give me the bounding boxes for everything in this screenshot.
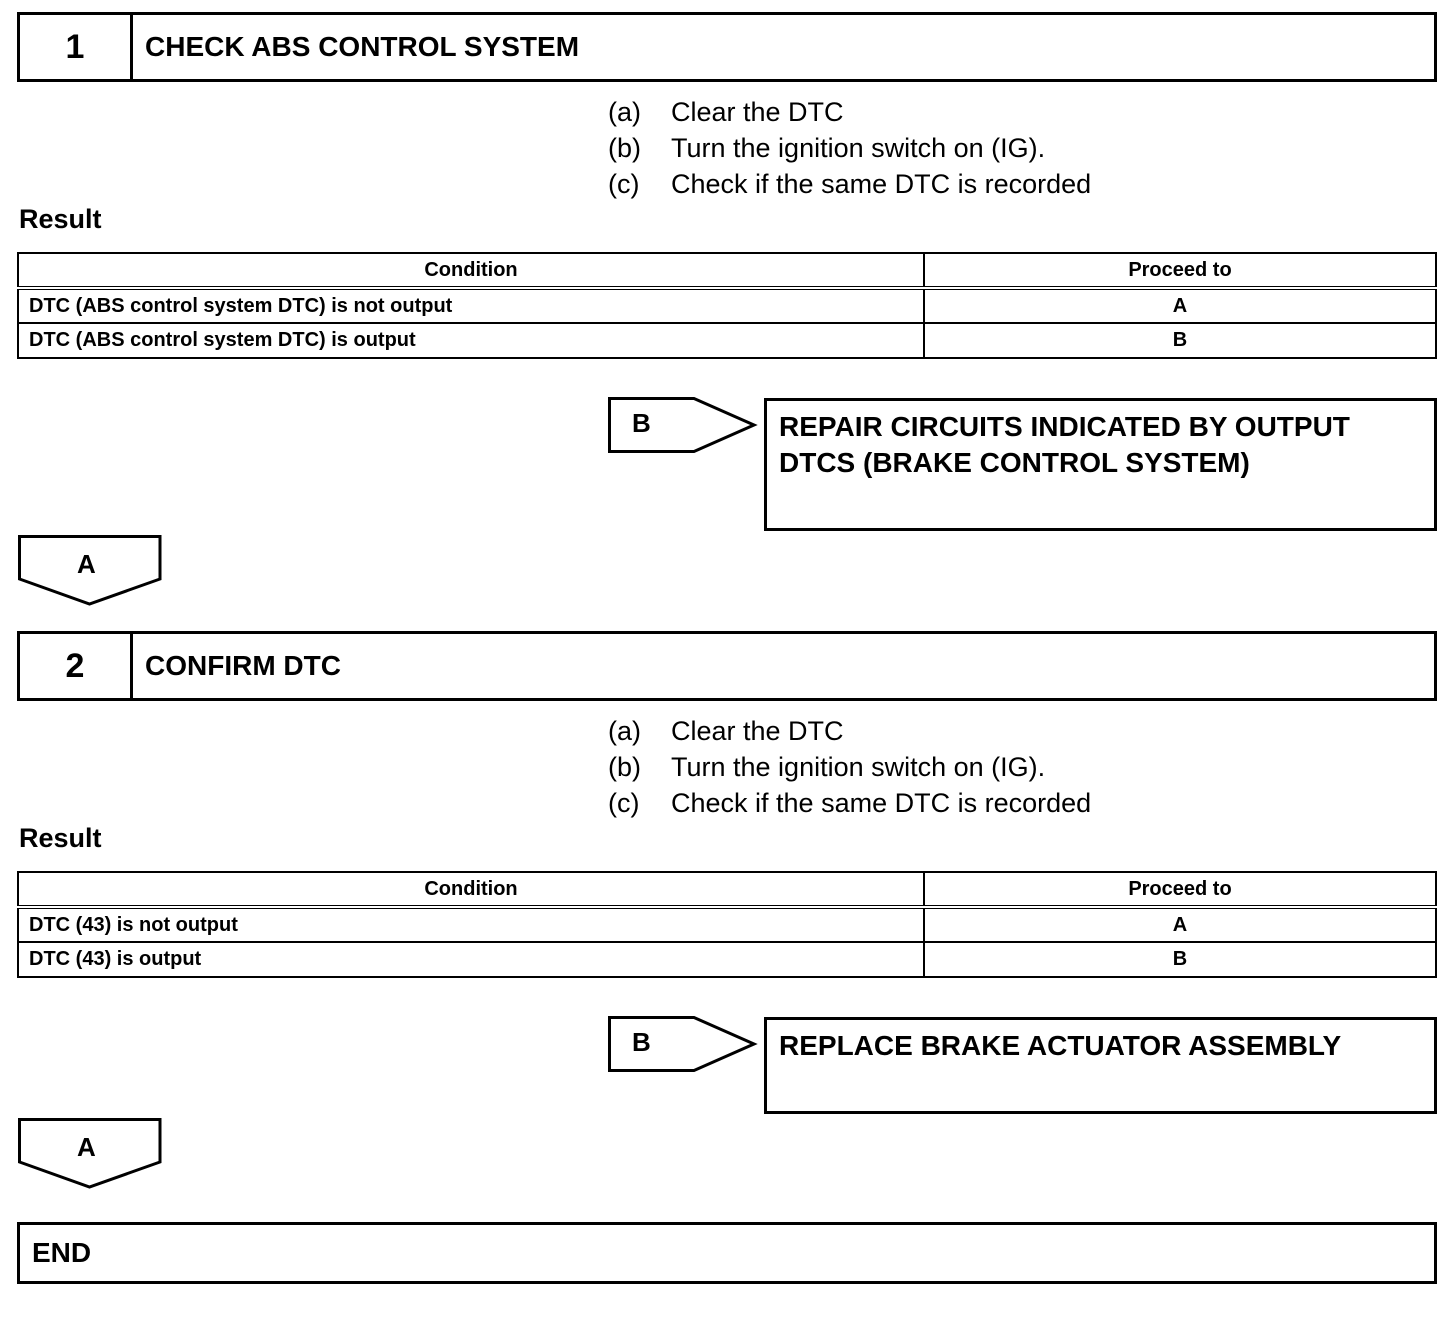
table-row	[18, 288, 1436, 323]
instruction-label: (a)	[608, 716, 641, 746]
instruction-label: (a)	[608, 97, 641, 127]
step-number: 2	[20, 634, 133, 698]
branch-b-label: B	[632, 408, 651, 438]
proceed-cell: B	[924, 323, 1436, 358]
instruction-item	[608, 785, 1428, 821]
table-row	[18, 323, 1436, 358]
repair-action-box: REPAIR CIRCUITS INDICATED BY OUTPUT DTCS (BRAKE CONTROL SYSTEM)	[764, 398, 1437, 531]
instruction-label: (c)	[608, 788, 640, 818]
condition-cell: DTC (ABS control system DTC) is not output	[18, 288, 924, 323]
instruction-label: (c)	[608, 169, 640, 199]
replace-action-box: REPLACE BRAKE ACTUATOR ASSEMBLY	[764, 1017, 1437, 1114]
instruction-text: Clear the DTC	[671, 716, 844, 746]
result-table	[17, 252, 1437, 359]
column-header-condition: Condition	[18, 253, 924, 288]
instruction-item	[608, 166, 1428, 202]
result-heading: Result	[19, 823, 102, 853]
proceed-cell: A	[924, 907, 1436, 942]
step-title: CONFIRM DTC	[145, 650, 341, 681]
step-title: CHECK ABS CONTROL SYSTEM	[145, 31, 580, 62]
instruction-label: (b)	[608, 752, 641, 782]
step-1-header	[17, 12, 1437, 82]
instruction-label: (b)	[608, 133, 641, 163]
result-table	[17, 871, 1437, 978]
instruction-text: Check if the same DTC is recorded	[671, 169, 1092, 199]
branch-a-label: A	[77, 1132, 96, 1162]
proceed-cell: A	[924, 288, 1436, 323]
step-1-instructions	[608, 94, 1428, 202]
step-2-instructions	[608, 713, 1428, 821]
condition-cell: DTC (43) is output	[18, 942, 924, 977]
instruction-text: Check if the same DTC is recorded	[671, 788, 1092, 818]
result-heading: Result	[19, 204, 102, 234]
instruction-item	[608, 749, 1428, 785]
instruction-text: Turn the ignition switch on (IG).	[671, 133, 1046, 163]
instruction-item	[608, 713, 1428, 749]
condition-cell: DTC (ABS control system DTC) is output	[18, 323, 924, 358]
step-number: 1	[20, 15, 133, 79]
table-row	[18, 942, 1436, 977]
instruction-text: Turn the ignition switch on (IG).	[671, 752, 1046, 782]
branch-b-arrow-icon	[608, 397, 758, 455]
branch-b-arrow-icon	[608, 1016, 758, 1074]
end-box: END	[17, 1222, 1437, 1284]
condition-cell: DTC (43) is not output	[18, 907, 924, 942]
branch-a-label: A	[77, 549, 96, 579]
instruction-item	[608, 130, 1428, 166]
column-header-condition: Condition	[18, 872, 924, 907]
instruction-text: Clear the DTC	[671, 97, 844, 127]
column-header-proceed: Proceed to	[924, 872, 1436, 907]
branch-b-label: B	[632, 1027, 651, 1057]
column-header-proceed: Proceed to	[924, 253, 1436, 288]
proceed-cell: B	[924, 942, 1436, 977]
instruction-item	[608, 94, 1428, 130]
step-2-header	[17, 631, 1437, 701]
table-row	[18, 907, 1436, 942]
